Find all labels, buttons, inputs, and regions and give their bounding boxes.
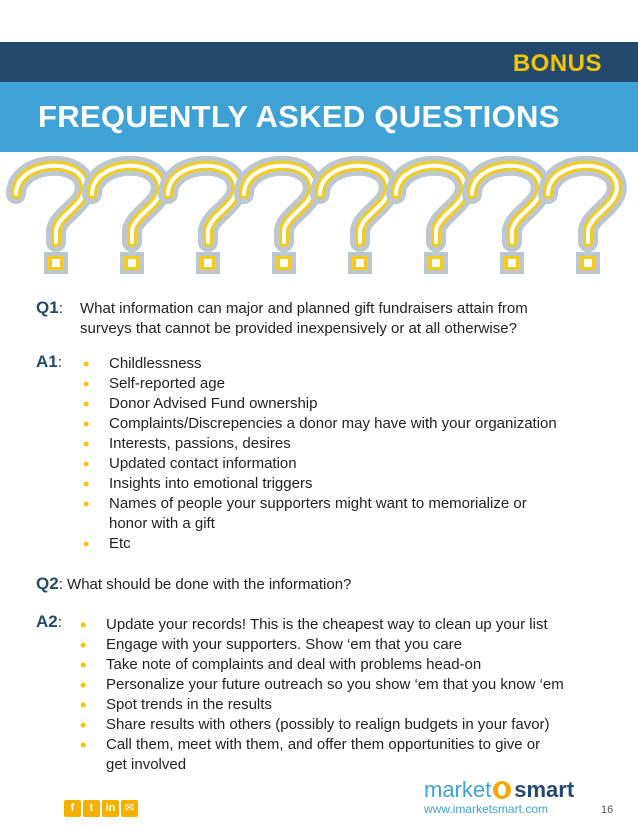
a2-list bbox=[80, 615, 620, 775]
q2-colon: : bbox=[58, 576, 68, 593]
list-item: • Donor Advised Fund ownership bbox=[83, 394, 318, 414]
list-item: • Complaints/Discrepencies a donor may have with your organization bbox=[83, 414, 557, 434]
q2-block bbox=[36, 574, 351, 595]
list-item-continuation: get involved bbox=[106, 756, 187, 773]
logo-smart-text: smart bbox=[514, 777, 575, 802]
list-item: • Personalize your future outreach so you show ‘em that you know ‘em bbox=[80, 675, 564, 695]
list-item: • Call them, meet with them, and offer them opportunities to give or bbox=[80, 735, 541, 755]
marketsmart-logo bbox=[424, 778, 574, 802]
a2-block bbox=[36, 612, 62, 633]
page-title: FREQUENTLY ASKED QUESTIONS bbox=[38, 99, 560, 134]
list-item: • Childlessness bbox=[83, 354, 202, 374]
q1-line1: What information can major and planned gift fundraisers attain from bbox=[80, 300, 528, 317]
q1-colon: : bbox=[58, 300, 63, 317]
facebook-icon[interactable]: f bbox=[64, 800, 81, 817]
logo-market-text: market bbox=[424, 777, 492, 802]
a1-colon: : bbox=[57, 354, 62, 371]
list-item: • Interests, passions, desires bbox=[83, 434, 291, 454]
q1-line2: surveys that cannot be provided inexpensively or at all otherwise? bbox=[80, 320, 517, 337]
list-item: • Share results with others (possibly to realign budgets in your favor) bbox=[80, 715, 550, 735]
page-number: 16 bbox=[601, 804, 614, 816]
a2-colon: : bbox=[57, 614, 62, 631]
q2-tag: Q2 bbox=[36, 574, 59, 593]
question-mark-icon bbox=[92, 166, 161, 272]
email-icon[interactable]: ✉ bbox=[121, 800, 138, 817]
list-item: • Names of people your supporters might want to memorialize or bbox=[83, 494, 527, 514]
list-item: • Update your records! This is the cheapest way to clean up your list bbox=[80, 615, 548, 635]
list-item: • Take note of complaints and deal with problems head-on bbox=[80, 655, 482, 675]
list-item-continuation: honor with a gift bbox=[109, 515, 215, 532]
logo-mark-icon bbox=[493, 781, 511, 799]
a1-list bbox=[83, 354, 623, 554]
question-mark-icon bbox=[320, 166, 389, 272]
list-item: • Etc bbox=[83, 534, 131, 554]
a1-block bbox=[36, 352, 62, 373]
question-marks-illustration bbox=[0, 150, 638, 280]
question-mark-icon bbox=[244, 166, 313, 272]
question-mark-icon bbox=[168, 166, 237, 272]
q1-tag: Q1 bbox=[36, 298, 59, 317]
footer-url[interactable]: www.imarketsmart.com bbox=[424, 802, 549, 816]
list-item: • Engage with your supporters. Show ‘em that you care bbox=[80, 635, 463, 655]
list-item: • Updated contact information bbox=[83, 454, 297, 474]
question-mark-icon bbox=[16, 166, 85, 272]
question-mark-icon bbox=[472, 166, 541, 272]
q1-block bbox=[36, 298, 63, 319]
question-mark-icon bbox=[396, 166, 465, 272]
q2-text: What should be done with the information? bbox=[67, 576, 352, 593]
list-item: • Self-reported age bbox=[83, 374, 225, 394]
list-item: • Spot trends in the results bbox=[80, 695, 272, 715]
social-icons bbox=[64, 800, 138, 817]
linkedin-icon[interactable]: in bbox=[102, 800, 119, 817]
question-mark-icon bbox=[548, 166, 617, 272]
a1-tag: A1 bbox=[36, 352, 58, 371]
list-item: • Insights into emotional triggers bbox=[83, 474, 313, 494]
bonus-label: BONUS bbox=[512, 50, 602, 77]
a2-tag: A2 bbox=[36, 612, 58, 631]
twitter-icon[interactable]: t bbox=[83, 800, 100, 817]
